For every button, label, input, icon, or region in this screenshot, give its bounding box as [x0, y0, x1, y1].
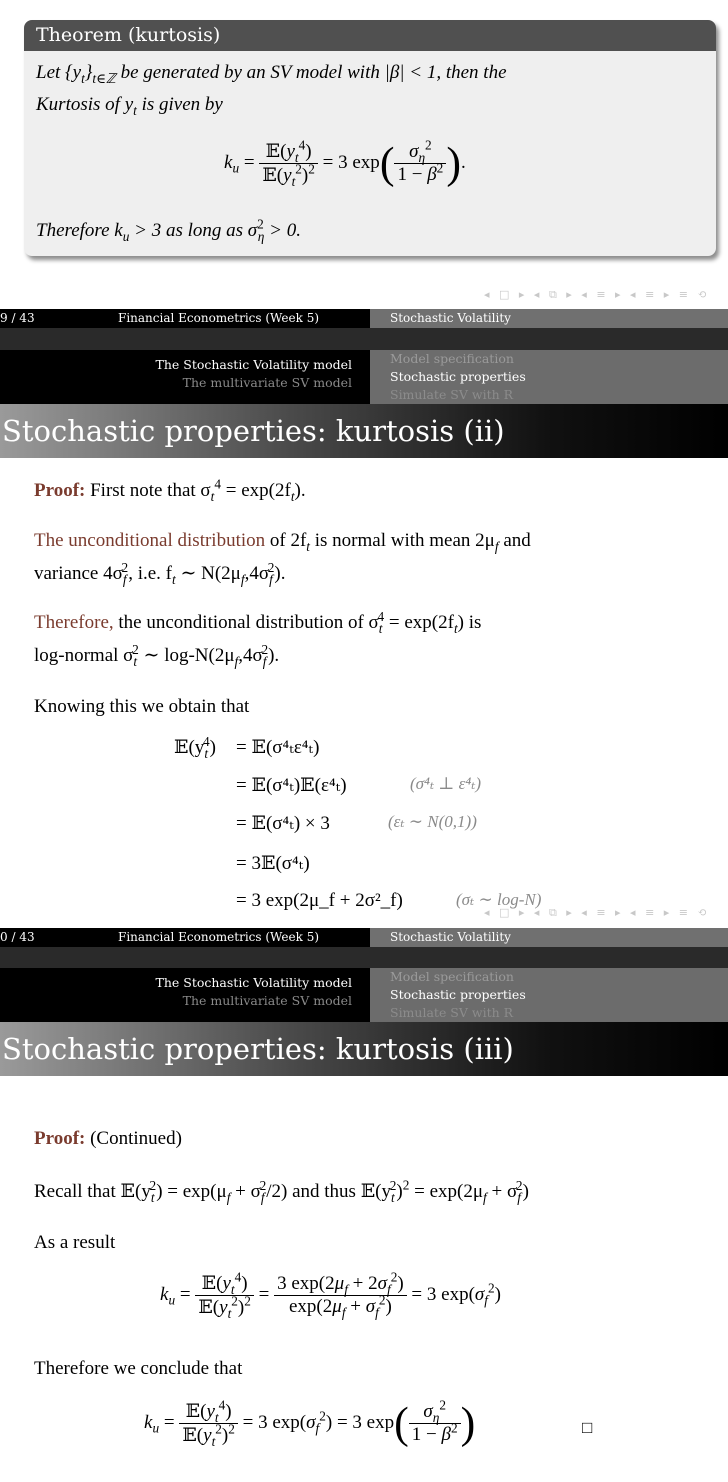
proof-line-4: Therefore, the unconditional distribution of $\sigma_t^4 = \exp(2f_t)$ is — [34, 608, 482, 636]
conclude-line: Therefore we conclude that — [34, 1358, 243, 1379]
section-link-sv-model-2[interactable]: The Stochastic Volatility model — [155, 975, 352, 990]
page-number-2: 0 / 43 — [0, 930, 35, 944]
subsection-model-spec-2[interactable]: Model specification — [390, 969, 514, 984]
theorem-line-1: Let $\{y_t\}_{t\in ℤ}$ be generated by an SV model with |β| < 1, then the — [36, 62, 507, 86]
eq-row-2: = 𝔼(σ⁴ₜ)𝔼(ε⁴ₜ) — [236, 775, 347, 796]
nav-band-2 — [0, 947, 728, 969]
footer-course-2: Financial Econometrics (Week 5) — [118, 930, 320, 944]
footer-section-2: Stochastic Volatility — [390, 930, 511, 944]
final-equation: $k_u$ = $\frac{𝔼(y_t^4)}{𝔼(y_t^2)^2}$ = 3 $\exp(\sigma_f^2) = 3$ exp( $\frac{\sigma_\eta^2}{1 - \beta^2}$ ) — [144, 1397, 476, 1449]
recall-line: Recall that $𝔼(y_t^2) = \exp(\mu_f + \sigma_f^2/2)$ and thus $𝔼(y_t^2)^2 = \exp(2\mu_f + \sigma_f^2)$ — [34, 1177, 529, 1205]
slide-title: Stochastic properties: kurtosis (ii) — [2, 414, 505, 448]
proof-line-3: variance $4\sigma_f^2$, i.e. $f_t$ ∼ $N(2\mu_f,4\sigma_f^2)$. — [34, 559, 286, 587]
slide-title-bar — [0, 404, 728, 458]
theorem-conclusion: Therefore $k_u > 3$ as long as $\sigma^2_\eta > 0$. — [36, 216, 301, 244]
beamer-nav-icons[interactable]: ◂ □ ▸ ◂ ⧉ ▸ ◂ ≡ ▸ ◂ ≡ ▸ ≡ ⟲ — [484, 288, 710, 301]
kurtosis-equation: $k_u$ = $\frac{𝔼(y_t^4)}{𝔼(y_t^2)^2}$ = 3 exp( $\frac{\sigma_\eta^2}{1 - \beta^2}$ ). — [224, 137, 466, 189]
page-number: 9 / 43 — [0, 311, 35, 325]
nav-band — [0, 328, 728, 350]
theorem-line-2: Kurtosis of $y_t$ is given by — [36, 94, 223, 118]
footer-section: Stochastic Volatility — [390, 311, 511, 325]
section-link-multivariate[interactable]: The multivariate SV model — [182, 375, 352, 390]
footer-bar-2 — [0, 928, 728, 947]
section-navigation — [0, 350, 728, 404]
section-navigation-2 — [0, 968, 728, 1022]
footer-course: Financial Econometrics (Week 5) — [118, 311, 320, 325]
proof-line-1: Proof: First note that $\sigma_t^4 = \exp(2f_t)$. — [34, 476, 306, 504]
eq-row-3-note: (εₜ ∼ N(0,1)) — [388, 812, 477, 831]
eq-lhs: $𝔼(y_t^4)$ — [174, 733, 216, 761]
eq-row-2-note: (σ⁴ₜ ⊥ ε⁴ₜ) — [410, 774, 482, 793]
theorem-header: Theorem (kurtosis) — [24, 20, 716, 51]
as-result-line: As a result — [34, 1232, 116, 1253]
proof3-line-1: Proof: (Continued) — [34, 1128, 182, 1149]
slide-title-bar-2 — [0, 1022, 728, 1076]
eq-row-5: = 3 exp(2μ_f + 2σ²_f) — [236, 890, 403, 911]
proof-line-6: Knowing this we obtain that — [34, 696, 250, 717]
theorem-block — [24, 20, 716, 256]
subsection-model-spec[interactable]: Model specification — [390, 351, 514, 366]
subsection-simulate-2[interactable]: Simulate SV with R — [390, 1005, 514, 1020]
eq-row-4: = 3𝔼(σ⁴ₜ) — [236, 853, 310, 874]
qed-symbol: □ — [582, 1418, 593, 1437]
beamer-nav-icons-2[interactable]: ◂ □ ▸ ◂ ⧉ ▸ ◂ ≡ ▸ ◂ ≡ ▸ ≡ ⟲ — [484, 906, 710, 919]
subsection-stoch-props-2[interactable]: Stochastic properties — [390, 987, 526, 1002]
subsection-stoch-props[interactable]: Stochastic properties — [390, 369, 526, 384]
eq-row-3: = 𝔼(σ⁴ₜ) × 3 — [236, 813, 330, 834]
kurtosis-derivation: $k_u$ = $\frac{𝔼(y_t^4)}{𝔼(y_t^2)^2}$ = $\frac{3 \exp(2\mu_f + 2\sigma_f^2)}{\exp(2\mu_f + \sigma_f^2)}$ = 3 $\exp(\sigma_f^2)$ — [160, 1269, 501, 1321]
eq-row-1: = 𝔼(σ⁴ₜε⁴ₜ) — [236, 737, 320, 758]
eq-row-5-note: (σₜ ∼ log-N) — [456, 890, 542, 909]
slide-title-2: Stochastic properties: kurtosis (iii) — [2, 1032, 514, 1066]
section-link-sv-model[interactable]: The Stochastic Volatility model — [155, 357, 352, 372]
subsection-simulate[interactable]: Simulate SV with R — [390, 387, 514, 402]
section-link-multivariate-2[interactable]: The multivariate SV model — [182, 993, 352, 1008]
footer-bar — [0, 309, 728, 328]
proof-line-5: log-normal $\sigma_t^2$ ∼ $\log-N(2\mu_f,4\sigma_f^2)$. — [34, 641, 280, 669]
proof-line-2: The unconditional distribution of $2f_t$ is normal with mean $2\mu_f$ and — [34, 530, 531, 554]
